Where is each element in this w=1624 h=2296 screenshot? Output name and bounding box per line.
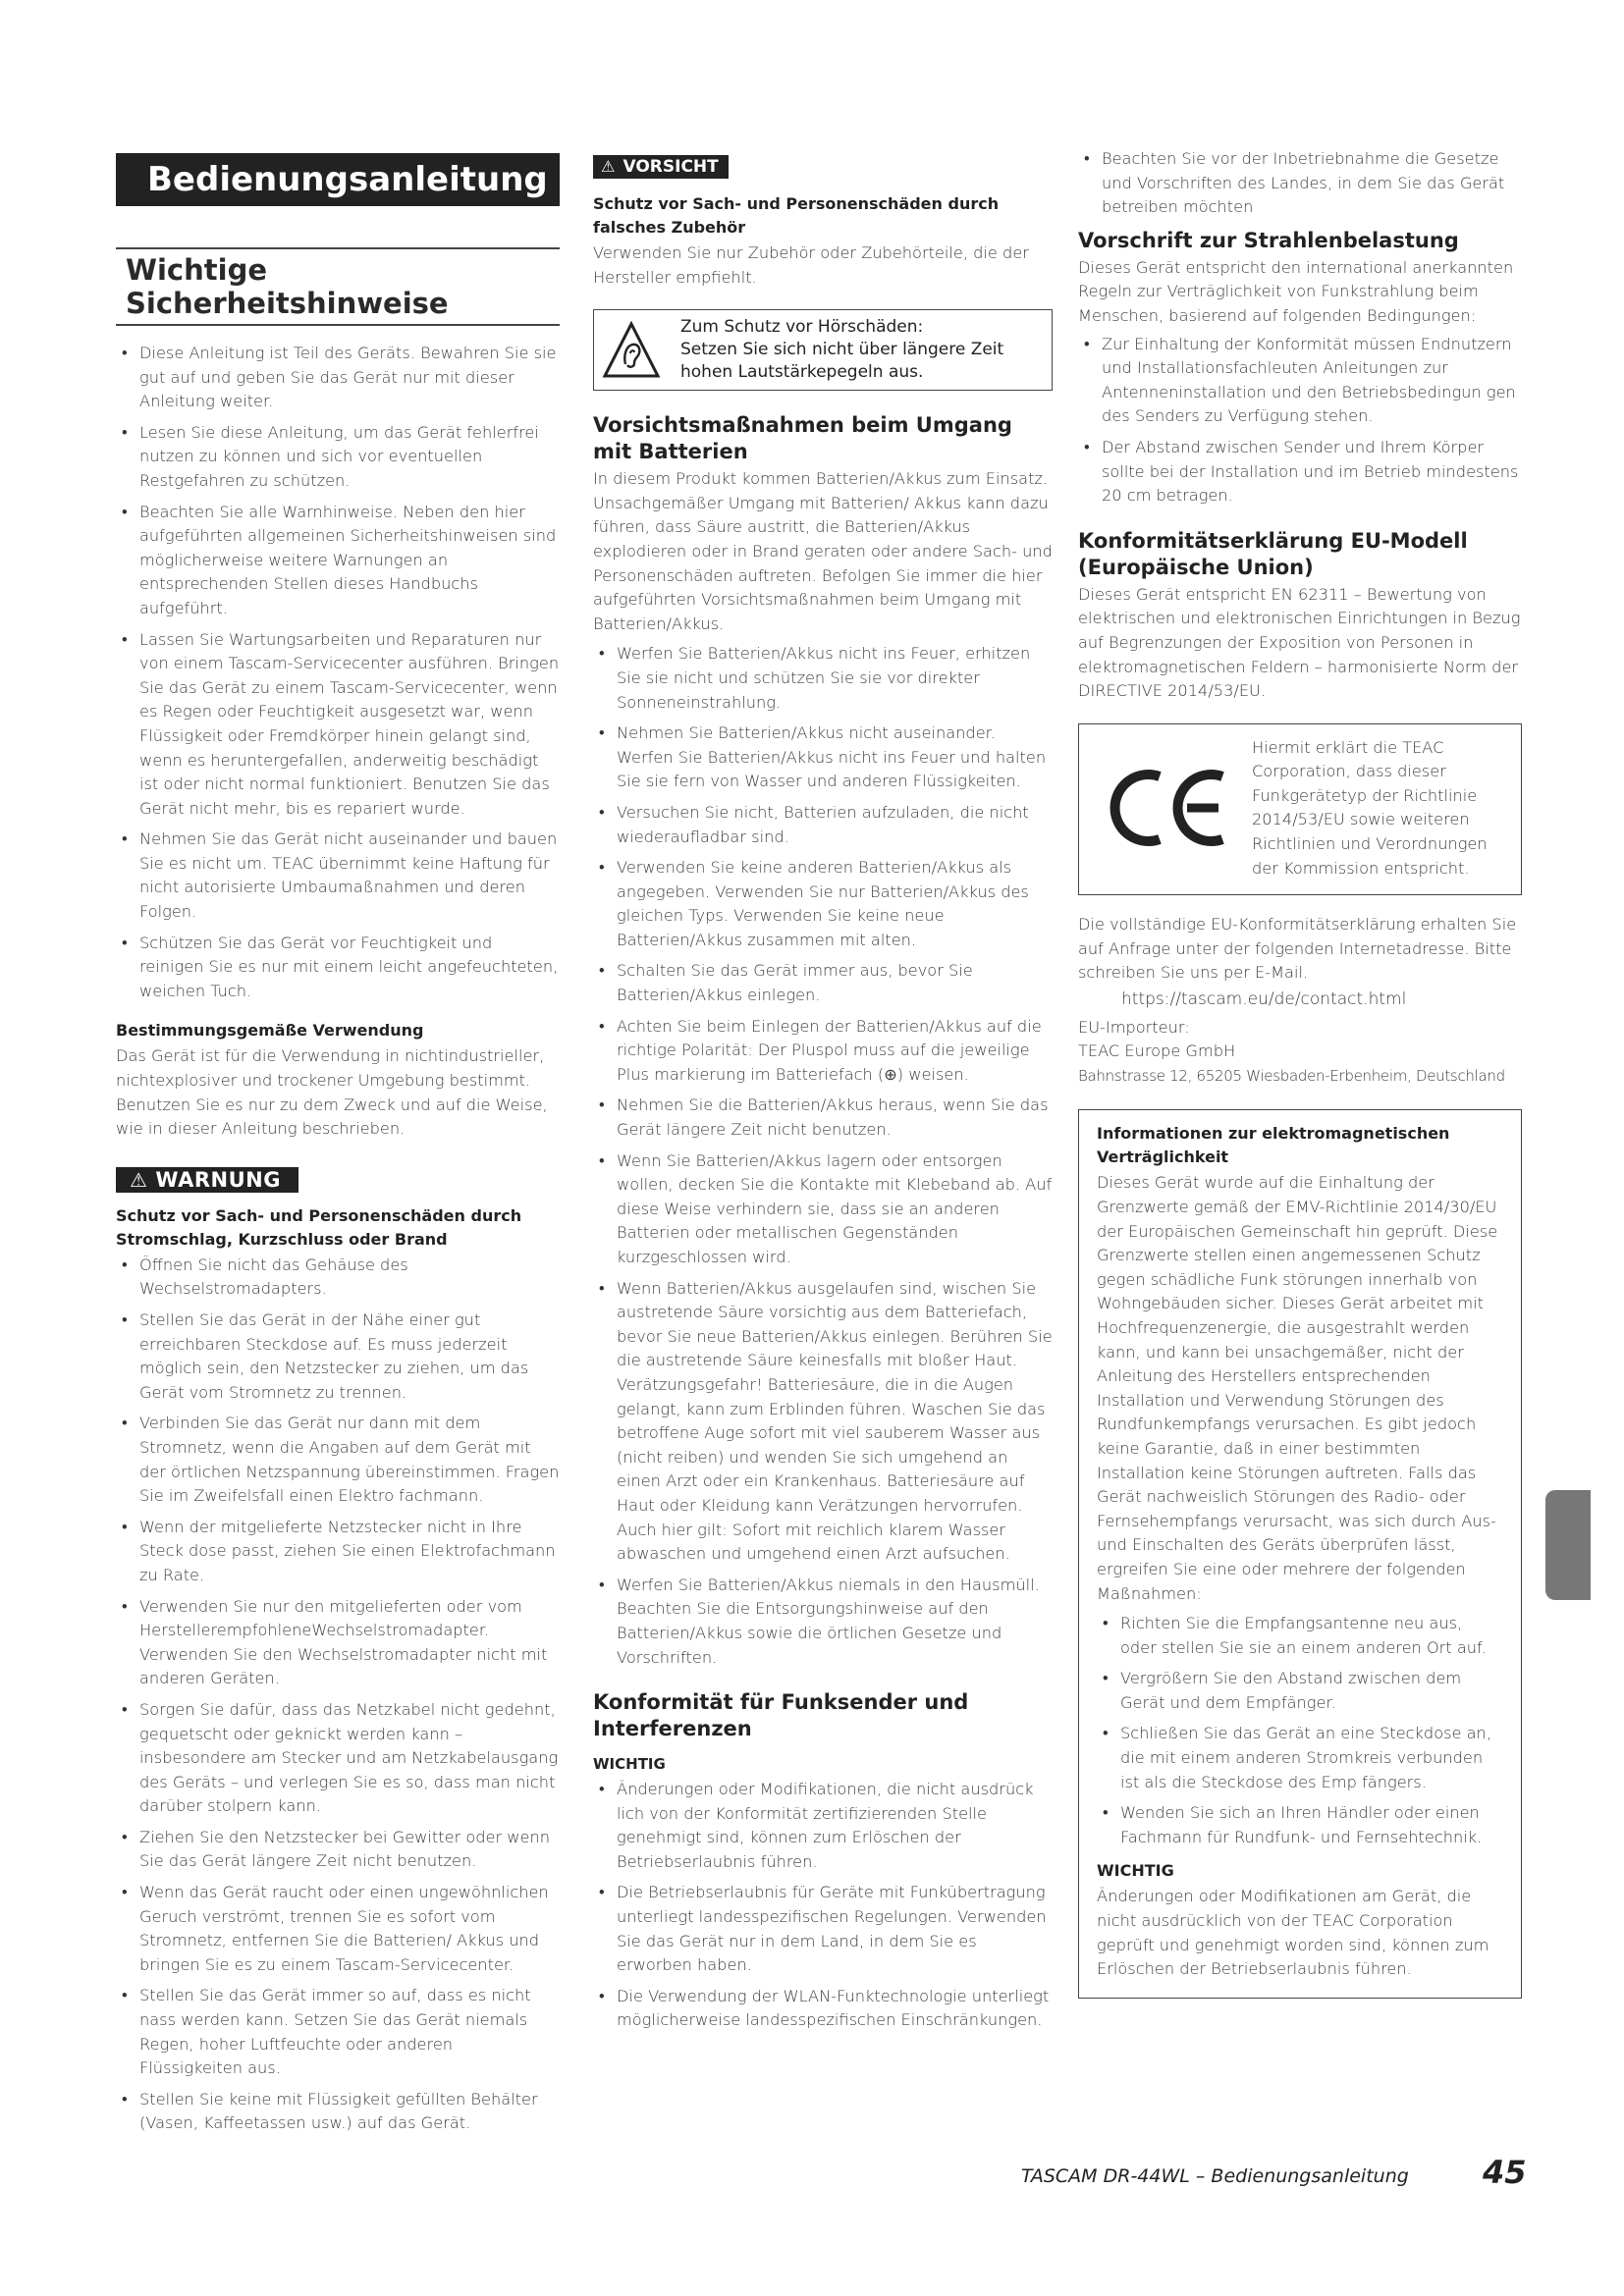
- section-title: Wichtige Sicherheitshinweise: [116, 247, 560, 326]
- emc-box: [1078, 1109, 1522, 1998]
- warning-label: WARNUNG: [155, 1167, 281, 1192]
- radiation-heading: Vorschrift zur Strahlenbelastung: [1078, 228, 1459, 252]
- importer-name: TEAC Europe GmbH: [1078, 1041, 1236, 1061]
- warning-triangle-icon: ⚠: [130, 1167, 148, 1192]
- ce-text: Hiermit erklärt die TEAC Corporation, dass dieser Funkgerätetyp der Richtlinie 2014/53/EU sowie weiteren Richtlinien und Verordnungen der Kommission entspricht.: [1252, 737, 1488, 878]
- list-item: • Zur Einhaltung der Konformität müssen Endnutzern und Installationsfachleuten Anleitungen zur Antenneninstallation und den Betriebsbedingun gen des Senders zu Verfügung stehen.: [1078, 333, 1522, 429]
- list-item: • Diese Anleitung ist Teil des Geräts. Bewahren Sie sie gut auf und geben Sie das Gerät nur mit dieser Anleitung weiter.: [116, 342, 560, 414]
- battery-list: [593, 642, 1053, 1670]
- list-item: • Verwenden Sie nur den mitgelieferten oder vom HerstellerempfohleneWechselstromadapter. Verwenden Sie den Wechselstromadapter nicht mit anderen Geräten.: [116, 1595, 560, 1691]
- list-item: • Beachten Sie vor der Inbetriebnahme die Gesetze und Vorschriften des Landes, in dem Sie das Gerät betreiben möchten: [1078, 147, 1522, 220]
- page-footer: TASCAM DR-44WL – Bedienungsanleitung: [1021, 2165, 1409, 2187]
- safety-list: [116, 342, 560, 1003]
- list-item: • Wenn Sie Batterien/Akkus lagern oder entsorgen wollen, decken Sie die Kontakte mit Klebeband ab. Auf diese Weise verhindern sie, dass sie an anderen Batterien oder metallischen Gegenständen kurzgeschlossen wird.: [593, 1149, 1053, 1270]
- list-item: • Versuchen Sie nicht, Batterien aufzuladen, die nicht wiederaufladbar sind.: [593, 801, 1053, 849]
- caution-triangle-icon: ⚠: [601, 157, 616, 176]
- radiation-list: [1078, 333, 1522, 508]
- list-item: • Ziehen Sie den Netzstecker bei Gewitter oder wenn Sie das Gerät längere Zeit nicht benutzen.: [116, 1826, 560, 1874]
- page-title: Bedienungsanleitung: [116, 153, 560, 206]
- list-item: • Richten Sie die Empfangsantenne neu aus, oder stellen Sie sie an einem anderen Ort auf.: [1097, 1612, 1503, 1660]
- list-item: • Stellen Sie das Gerät in der Nähe einer gut erreichbaren Steckdose auf. Es muss jederzeit möglich sein, den Netzstecker zu ziehen, um das Gerät vom Stromnetz zu trennen.: [116, 1308, 560, 1405]
- list-item: • Beachten Sie alle Warnhinweise. Neben den hier aufgeführten allgemeinen Sicherheitshinweisen sind möglicherweise weitere Warnungen an entsprechenden Stellen dieses Handbuchs aufgeführt.: [116, 501, 560, 621]
- top-list: [1078, 147, 1522, 220]
- list-item: • Sorgen Sie dafür, dass das Netzkabel nicht gedehnt, gequetscht oder geknickt werden kann – insbesondere am Stecker und am Netzkabelausgang des Geräts – und verlegen Sie es so, dass man nicht darüber stolpern kann.: [116, 1698, 560, 1819]
- list-item: • Die Betriebserlaubnis für Geräte mit Funkübertragung unterliegt landesspezifischen Regelungen. Verwenden Sie das Gerät nur in dem Land, in dem Sie es erworben haben.: [593, 1881, 1053, 1977]
- importer-address: Bahnstrasse 12, 65205 Wiesbaden-Erbenheim, Deutschland: [1078, 1066, 1505, 1085]
- emc-heading: Informationen zur elektromagnetischen Verträglichkeit: [1097, 1124, 1450, 1167]
- section-tab: [1545, 1490, 1591, 1600]
- emc-text: Dieses Gerät wurde auf die Einhaltung der Grenzwerte gemäß der EMV-Richtlinie 2014/30/EU der Europäischen Gemeinschaft hin geprüft. Diese Grenzwerte stellen einen angemessenen Schutz gegen schädliche Funk störungen innerhalb von Wohngebäuden sicher. Dieses Gerät arbeitet mit Hochfrequenzenergie, die ausgestrahlt werden kann, und kann bei unsachgemäßer, nicht der Anleitung des Herstellers entsprechenden Installation und Verwendung Störungen des Rundfunkempfangs verursachen. Es gibt jedoch keine Garantie, daß in einer bestimmten Installation keine Störungen auftreten. Falls das Gerät nachweislich Störungen des Radio- oder Fernsehempfangs verursacht, was sich durch Aus- und Einschalten des Geräts überprüfen lässt, ergreifen Sie eine oder mehrere der folgenden Maßnahmen:: [1097, 1173, 1498, 1603]
- eu-text: Dieses Gerät entspricht EN 62311 – Bewertung von elektrischen und elektronischen Einrichtungen in Bezug auf Begrenzungen der Exposition von Personen in elektromagnetischen Feldern – harmonisierte Norm der DIRECTIVE 2014/53/EU.: [1078, 584, 1521, 701]
- list-item: • Wenn Batterien/Akkus ausgelaufen sind, wischen Sie austretende Säure vorsichtig aus dem Batteriefach, bevor Sie neue Batterien/Akkus einlegen. Berühren Sie die austretende Säure keinesfalls mit bloßer Haut. Verätzungsgefahr! Batteriesäure, die in die Augen gelangt, kann zum Erblinden führen. Waschen Sie das betroffene Auge sofort mit viel sauberem Wasser aus (nicht reiben) und wenden Sie sich umgehend an einen Arzt oder ein Krankenhaus. Batteriesäure auf Haut oder Kleidung kann Verätzungen hervorrufen. Auch hier gilt: Sofort mit reichlich klarem Wasser abwaschen und umgehend einen Arzt aufsuchen.: [593, 1277, 1053, 1567]
- list-item: • Stellen Sie keine mit Flüssigkeit gefüllten Behälter (Vasen, Kaffeetassen usw.) auf das Gerät.: [116, 2088, 560, 2136]
- radiation-text: Dieses Gerät entspricht den international anerkannten Regeln zur Verträglichkeit von Funkstrahlung beim Menschen, basierend auf folgenden Bedingungen:: [1078, 257, 1514, 325]
- list-item: • Verwenden Sie keine anderen Batterien/Akkus als angegeben. Verwenden Sie nur Batterien/Akkus des gleichen Typs. Verwenden Sie keine neue Batterien/Akkus zusammen mit alten.: [593, 856, 1053, 952]
- hearing-line-2: Setzen Sie sich nicht über längere Zeit hohen Lautstärkepegeln aus.: [680, 340, 1004, 383]
- column-2: [593, 147, 1053, 2040]
- hearing-line-1: Zum Schutz vor Hörschäden:: [680, 317, 924, 338]
- page-number: 45: [1483, 2154, 1527, 2191]
- list-item: • Wenn das Gerät raucht oder einen ungewöhnlichen Geruch verströmt, trennen Sie es sofort vom Stromnetz, entfernen Sie die Batterien/ Akkus und bringen Sie es zu einem Tascam-Servicecenter.: [116, 1881, 560, 1977]
- list-item: • Werfen Sie Batterien/Akkus nicht ins Feuer, erhitzen Sie sie nicht und schützen Sie sie vor direkter Sonneneinstrahlung.: [593, 642, 1053, 715]
- importer-label: EU-Importeur:: [1078, 1017, 1190, 1037]
- list-item: • Lassen Sie Wartungsarbeiten und Reparaturen nur von einem Tascam-Servicecenter ausführen. Bringen Sie das Gerät zu einem Tascam-Servicecenter, wenn es Regen oder Feuchtigkeit ausgesetzt war, wenn Flüssigkeit oder Fremdkörper hinein gelangt sind, wenn es heruntergefallen, anderweitig beschädigt ist oder nicht normal funktioniert. Benutzen Sie das Gerät nicht mehr, bis es repariert wurde.: [116, 628, 560, 822]
- column-3: [1078, 147, 1522, 1999]
- list-item: • Nehmen Sie die Batterien/Akkus heraus, wenn Sie das Gerät längere Zeit nicht benutzen.: [593, 1094, 1053, 1142]
- warning-badge: [116, 1167, 298, 1193]
- warning-heading: Schutz vor Sach- und Personenschäden durch Stromschlag, Kurzschluss oder Brand: [116, 1205, 522, 1249]
- radio-heading: Konformität für Funksender und Interferenzen: [593, 1690, 969, 1741]
- list-item: • Änderungen oder Modifikationen, die nicht ausdrück lich von der Konformität zertifizierenden Stelle genehmigt sind, können zum Erlöschen der Betriebserlaubnis führen.: [593, 1778, 1053, 1874]
- caution-text: Verwenden Sie nur Zubehör oder Zubehörteile, die der Hersteller empfiehlt.: [593, 243, 1029, 287]
- list-item: • Stellen Sie das Gerät immer so auf, dass es nicht nass werden kann. Setzen Sie das Gerät niemals Regen, hoher Luftfeuchte oder anderen Flüssigkeiten aus.: [116, 1984, 560, 2080]
- intended-use-heading: Bestimmungsgemäße Verwendung: [116, 1021, 424, 1041]
- ce-declaration-box: [1078, 723, 1522, 896]
- eu-heading: Konformitätserklärung EU-Modell (Europäische Union): [1078, 528, 1468, 579]
- svg-text:CE: CE: [1165, 812, 1167, 814]
- radio-important-label: WICHTIG: [593, 1755, 666, 1774]
- list-item: • Der Abstand zwischen Sender und Ihrem Körper sollte bei der Installation und im Betrieb mindestens 20 cm betragen.: [1078, 436, 1522, 508]
- battery-heading: Vorsichtsmaßnahmen beim Umgang mit Batterien: [593, 413, 1012, 464]
- warning-list: [116, 1254, 560, 2136]
- eu-full-text: Die vollständige EU-Konformitätserklärung erhalten Sie auf Anfrage unter der folgenden Internetadresse. Bitte schreiben Sie uns per E-Mail.: [1078, 915, 1517, 983]
- battery-intro: In diesem Produkt kommen Batterien/Akkus zum Einsatz. Unsachgemäßer Umgang mit Batterien/ Akkus kann dazu führen, dass Säure austritt, die Batterien/Akkus explodieren oder in Brand geraten oder andere Sach- und Personenschäden auftreten. Befolgen Sie immer die hier aufgeführten Vorsichtsmaßnahmen beim Umgang mit Batterien/Akkus.: [593, 469, 1053, 633]
- contact-url[interactable]: https://tascam.eu/de/contact.html: [1121, 989, 1407, 1010]
- caution-label: VORSICHT: [623, 157, 719, 177]
- column-1: [116, 147, 560, 2143]
- emc-important-text: Änderungen oder Modifikationen am Gerät, die nicht ausdrücklich von der TEAC Corporation geprüft und genehmigt worden sind, können zum Erlöschen der Betriebserlaubnis führen.: [1097, 1887, 1489, 1979]
- list-item: • Nehmen Sie das Gerät nicht auseinander und bauen Sie es nicht um. TEAC übernimmt keine Haftung für nicht autorisierte Umbaumaßnahmen und deren Folgen.: [116, 828, 560, 924]
- list-item: • Verbinden Sie das Gerät nur dann mit dem Stromnetz, wenn die Angaben auf dem Gerät mit der örtlichen Netzspannung übereinstimmen. Fragen Sie im Zweifelsfall einen Elektro fachmann.: [116, 1412, 560, 1508]
- list-item: • Schließen Sie das Gerät an eine Steckdose an, die mit einem anderen Stromkreis verbunden ist als die Steckdose des Emp fängers.: [1097, 1722, 1503, 1794]
- radio-list: [593, 1778, 1053, 2033]
- list-item: • Achten Sie beim Einlegen der Batterien/Akkus auf die richtige Polarität: Der Pluspol muss auf die jeweilige Plus markierung im Batteriefach (⊕) weisen.: [593, 1015, 1053, 1088]
- list-item: • Schützen Sie das Gerät vor Feuchtigkeit und reinigen Sie es nur mit einem leicht angefeuchteten, weichen Tuch.: [116, 932, 560, 1004]
- caution-heading: Schutz vor Sach- und Personenschäden durch falsches Zubehör: [593, 194, 1000, 237]
- caution-badge: [593, 155, 729, 179]
- list-item: • Wenden Sie sich an Ihren Händler oder einen Fachmann für Rundfunk- und Fernsehtechnik.: [1097, 1801, 1503, 1849]
- list-item: • Nehmen Sie Batterien/Akkus nicht auseinander. Werfen Sie Batterien/Akkus nicht ins Feuer und halten Sie sie fern von Wasser und anderen Flüssigkeiten.: [593, 721, 1053, 794]
- hearing-damage-icon: [602, 321, 661, 380]
- list-item: • Die Verwendung der WLAN-Funktechnologie unterliegt möglicherweise landesspezifischen Einschränkungen.: [593, 1985, 1053, 2033]
- list-item: • Lesen Sie diese Anleitung, um das Gerät fehlerfrei nutzen zu können und sich vor eventuellen Restgefahren zu schützen.: [116, 421, 560, 494]
- list-item: • Schalten Sie das Gerät immer aus, bevor Sie Batterien/Akkus einlegen.: [593, 959, 1053, 1007]
- intended-use-text: Das Gerät ist für die Verwendung in nichtindustrieller, nichtexplosiver und trockener Umgebung bestimmt. Benutzen Sie es nur zu dem Zweck und auf die Weise, wie in dieser Anleitung beschrieben.: [116, 1046, 548, 1139]
- emc-list: [1097, 1612, 1503, 1849]
- hearing-warning-box: [593, 309, 1053, 391]
- list-item: • Vergrößern Sie den Abstand zwischen dem Gerät und dem Empfänger.: [1097, 1667, 1503, 1715]
- ce-logo: [1103, 769, 1228, 847]
- emc-important-label: WICHTIG: [1097, 1861, 1174, 1881]
- list-item: • Wenn der mitgelieferte Netzstecker nicht in Ihre Steck dose passt, ziehen Sie einen Elektrofachmann zu Rate.: [116, 1516, 560, 1588]
- list-item: • Öffnen Sie nicht das Gehäuse des Wechselstromadapters.: [116, 1254, 560, 1302]
- list-item: • Werfen Sie Batterien/Akkus niemals in den Hausmüll. Beachten Sie die Entsorgungshinweise auf den Batterien/Akkus sowie die örtlichen Gesetze und Vorschriften.: [593, 1574, 1053, 1670]
- ce-mark-icon: [1097, 736, 1234, 881]
